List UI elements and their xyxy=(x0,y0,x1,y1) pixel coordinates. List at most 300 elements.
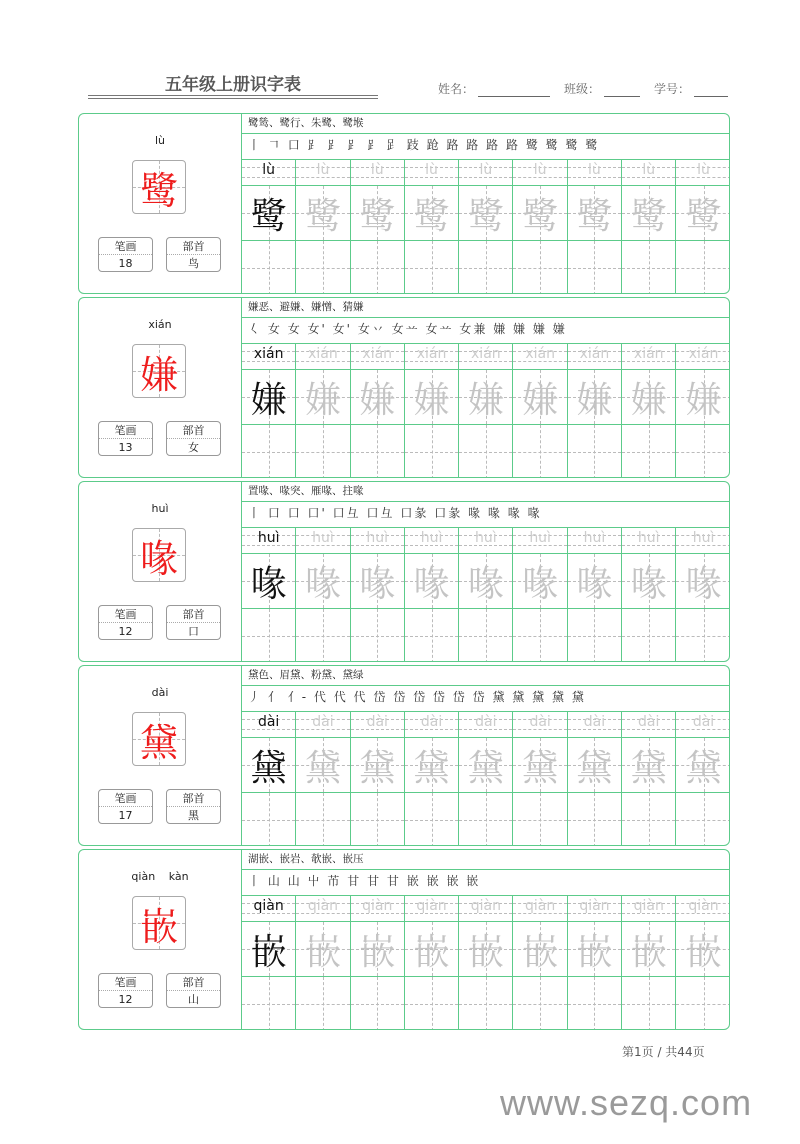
featured-character: 喙 xyxy=(139,536,178,581)
empty-practice-cell[interactable] xyxy=(405,977,458,1030)
stroke-count-value: 17 xyxy=(118,809,133,822)
stroke-step: 代 xyxy=(353,690,368,704)
featured-character-box xyxy=(132,712,186,766)
stroke-step: 嵌 xyxy=(466,874,481,888)
char-practice-cell[interactable] xyxy=(622,922,675,977)
pinyin-practice-cell[interactable] xyxy=(568,344,621,370)
empty-practice-cell[interactable] xyxy=(351,241,404,294)
pinyin-practice-cell[interactable] xyxy=(568,160,621,186)
pinyin-practice-cell[interactable] xyxy=(459,344,512,370)
stroke-step: 路 xyxy=(466,138,481,152)
char-practice-cell[interactable] xyxy=(568,554,621,609)
stroke-step: 跄 xyxy=(426,138,441,152)
char-practice-cell[interactable] xyxy=(676,738,730,793)
pinyin-trace: xián xyxy=(525,346,555,362)
empty-practice-cell[interactable] xyxy=(296,241,349,294)
empty-practice-cell[interactable] xyxy=(296,609,349,662)
practice-column xyxy=(242,896,296,1030)
practice-area xyxy=(241,850,730,1029)
char-practice-cell[interactable] xyxy=(242,370,295,425)
name-label: 姓名： xyxy=(438,82,475,96)
pinyin-trace: huì xyxy=(692,530,715,546)
pinyin-trace: xián xyxy=(253,346,284,362)
char-practice-cell[interactable] xyxy=(459,738,512,793)
stroke-count-label: 笔画 xyxy=(99,422,152,439)
char-practice-cell[interactable] xyxy=(296,186,349,241)
pinyin-practice-cell[interactable] xyxy=(351,528,404,554)
pinyin-practice-cell[interactable] xyxy=(296,896,349,922)
pinyin-practice-cell[interactable] xyxy=(296,344,349,370)
pinyin-practice-cell[interactable] xyxy=(513,528,566,554)
stroke-step: 屮 xyxy=(307,874,322,888)
stroke-step: 喙 xyxy=(527,506,542,520)
pinyin-practice-cell[interactable] xyxy=(242,160,295,186)
char-trace: 喙 xyxy=(250,563,287,605)
empty-practice-cell[interactable] xyxy=(513,241,566,294)
pinyin-practice-cell[interactable] xyxy=(405,160,458,186)
pinyin-practice-cell[interactable] xyxy=(405,712,458,738)
radical-box xyxy=(166,605,221,640)
pinyin-trace: huì xyxy=(583,530,606,546)
page-title: 五年级上册识字表 xyxy=(165,75,301,95)
pinyin-practice-cell[interactable] xyxy=(459,712,512,738)
empty-practice-cell[interactable] xyxy=(622,977,675,1030)
char-trace: 鹭 xyxy=(359,195,396,237)
empty-practice-cell[interactable] xyxy=(459,241,512,294)
char-practice-cell[interactable] xyxy=(405,738,458,793)
char-trace: 鹭 xyxy=(467,195,504,237)
pinyin-practice-cell[interactable] xyxy=(513,160,566,186)
pinyin-trace: dài xyxy=(529,714,551,730)
practice-column xyxy=(568,160,622,294)
char-trace: 嫌 xyxy=(413,379,450,421)
empty-practice-cell[interactable] xyxy=(351,977,404,1030)
featured-character: 黛 xyxy=(139,720,178,765)
stroke-step: 鹭 xyxy=(585,138,600,152)
stroke-order-row xyxy=(242,686,730,712)
empty-practice-cell[interactable] xyxy=(568,977,621,1030)
empty-practice-cell[interactable] xyxy=(296,425,349,478)
empty-practice-cell[interactable] xyxy=(622,609,675,662)
pinyin-practice-cell[interactable] xyxy=(622,528,675,554)
pinyin-trace: huì xyxy=(529,530,551,546)
char-practice-cell[interactable] xyxy=(405,554,458,609)
pinyin-practice-cell[interactable] xyxy=(568,712,621,738)
stroke-step: 女丷 xyxy=(357,322,386,336)
char-practice-cell[interactable] xyxy=(459,186,512,241)
practice-column xyxy=(296,160,350,294)
char-trace: 嫌 xyxy=(522,379,559,421)
char-trace: 鹭 xyxy=(576,195,613,237)
stroke-step: 女䒑 xyxy=(425,322,454,336)
practice-grid xyxy=(242,896,730,1030)
practice-area xyxy=(241,666,730,845)
stroke-step: 喙 xyxy=(487,506,502,520)
empty-practice-cell[interactable] xyxy=(568,241,621,294)
pinyin-practice-cell[interactable] xyxy=(568,896,621,922)
pinyin-practice-cell[interactable] xyxy=(676,528,730,554)
empty-practice-cell[interactable] xyxy=(513,793,566,846)
char-practice-cell[interactable] xyxy=(459,922,512,977)
pinyin-label: lù xyxy=(154,134,166,147)
stroke-step: 岱 xyxy=(452,690,467,704)
char-trace: 嵌 xyxy=(522,931,559,973)
pinyin-practice-cell[interactable] xyxy=(459,160,512,186)
watermark: www.sezq.com xyxy=(500,1082,753,1123)
char-trace: 喙 xyxy=(413,563,450,605)
pinyin-trace: dài xyxy=(475,714,497,730)
featured-character: 鹭 xyxy=(139,168,178,213)
pinyin-trace: huì xyxy=(475,530,497,546)
pinyin-alt: kàn xyxy=(168,870,189,883)
pinyin-trace: dài xyxy=(312,714,334,730)
stroke-count-label: 笔画 xyxy=(99,790,152,807)
pinyin-trace: qiàn xyxy=(307,898,339,914)
empty-practice-cell[interactable] xyxy=(513,425,566,478)
char-trace: 鹭 xyxy=(522,195,559,237)
pinyin-practice-cell[interactable] xyxy=(622,712,675,738)
pinyin-practice-cell[interactable] xyxy=(242,712,295,738)
stroke-step: 口 xyxy=(287,506,302,520)
practice-column xyxy=(513,344,567,478)
empty-practice-cell[interactable] xyxy=(405,793,458,846)
pinyin-practice-cell[interactable] xyxy=(676,344,730,370)
character-card xyxy=(78,849,730,1030)
stroke-step: 𧾷 xyxy=(386,138,401,152)
empty-practice-cell[interactable] xyxy=(405,241,458,294)
empty-practice-cell[interactable] xyxy=(676,609,730,662)
char-practice-cell[interactable] xyxy=(405,186,458,241)
practice-column xyxy=(405,160,459,294)
char-practice-cell[interactable] xyxy=(242,554,295,609)
char-trace: 黛 xyxy=(630,747,667,789)
pinyin-trace: qiàn xyxy=(253,898,284,914)
practice-area xyxy=(241,482,730,661)
char-trace: 鹭 xyxy=(250,195,287,237)
stroke-count-box xyxy=(98,973,153,1008)
pinyin-practice-cell[interactable] xyxy=(351,712,404,738)
class-field[interactable] xyxy=(604,83,640,97)
stroke-step: 口彑 xyxy=(332,506,361,520)
practice-area xyxy=(241,298,730,477)
practice-grid xyxy=(242,712,730,846)
character-info-panel xyxy=(79,298,241,477)
practice-column xyxy=(459,712,513,846)
char-practice-cell[interactable] xyxy=(676,554,730,609)
stroke-step: 嫌 xyxy=(552,322,567,336)
empty-practice-cell[interactable] xyxy=(459,977,512,1030)
char-trace: 嵌 xyxy=(250,931,287,973)
char-trace: 嵌 xyxy=(304,931,341,973)
pinyin-trace: xián xyxy=(688,346,719,362)
pinyin-practice-cell[interactable] xyxy=(351,344,404,370)
stroke-step: 甘 xyxy=(386,874,401,888)
stroke-count-label: 笔画 xyxy=(99,606,152,623)
char-practice-cell[interactable] xyxy=(405,370,458,425)
char-practice-cell[interactable] xyxy=(622,186,675,241)
pinyin-label: xián xyxy=(148,318,172,331)
practice-column xyxy=(459,160,513,294)
char-practice-cell[interactable] xyxy=(676,922,730,977)
featured-character: 嫌 xyxy=(139,352,178,397)
char-practice-cell[interactable] xyxy=(676,370,730,425)
stroke-step: 𡿨 xyxy=(248,322,263,336)
radical-label: 部首 xyxy=(167,606,220,623)
char-practice-cell[interactable] xyxy=(351,554,404,609)
empty-practice-cell[interactable] xyxy=(242,241,295,294)
pinyin-trace: qiàn xyxy=(470,898,501,914)
empty-practice-cell[interactable] xyxy=(296,977,349,1030)
pinyin-practice-cell[interactable] xyxy=(459,528,512,554)
empty-practice-cell[interactable] xyxy=(459,793,512,846)
stroke-count-value: 18 xyxy=(118,257,133,270)
char-practice-cell[interactable] xyxy=(513,738,566,793)
char-practice-cell[interactable] xyxy=(296,554,349,609)
empty-practice-cell[interactable] xyxy=(405,609,458,662)
stroke-step: ⻊ xyxy=(327,138,342,152)
pinyin-practice-cell[interactable] xyxy=(676,896,730,922)
stroke-step: 嵌 xyxy=(446,874,461,888)
character-info-panel xyxy=(79,482,241,661)
char-trace: 嵌 xyxy=(576,931,613,973)
stroke-step: 代 xyxy=(333,690,348,704)
empty-practice-cell[interactable] xyxy=(568,425,621,478)
pinyin-trace: lù xyxy=(479,162,493,178)
pinyin-trace: dài xyxy=(366,714,388,730)
stroke-step: 女䒑 xyxy=(391,322,420,336)
pinyin-practice-cell[interactable] xyxy=(513,712,566,738)
empty-practice-cell[interactable] xyxy=(676,977,730,1030)
stroke-step: 女兼 xyxy=(459,322,488,336)
stroke-step: 嵌 xyxy=(426,874,441,888)
char-trace: 嵌 xyxy=(467,931,504,973)
pinyin-label: huì xyxy=(151,502,169,515)
pinyin-trace: xián xyxy=(362,346,393,362)
char-trace: 嫌 xyxy=(359,379,396,421)
pinyin-practice-cell[interactable] xyxy=(622,160,675,186)
pinyin-trace: lù xyxy=(425,162,438,178)
empty-practice-cell[interactable] xyxy=(568,793,621,846)
char-trace: 黛 xyxy=(359,747,396,789)
empty-practice-cell[interactable] xyxy=(351,425,404,478)
char-practice-cell[interactable] xyxy=(351,186,404,241)
stroke-step: 岱 xyxy=(393,690,408,704)
empty-practice-cell[interactable] xyxy=(405,425,458,478)
char-practice-cell[interactable] xyxy=(622,370,675,425)
empty-practice-cell[interactable] xyxy=(351,609,404,662)
pinyin-practice-cell[interactable] xyxy=(351,896,404,922)
student-info-fields xyxy=(438,80,742,97)
char-trace: 鹭 xyxy=(413,195,450,237)
pinyin-trace: xián xyxy=(579,346,610,362)
empty-practice-cell[interactable] xyxy=(513,977,566,1030)
radical-label: 部首 xyxy=(167,238,220,255)
stroke-step: 路 xyxy=(505,138,520,152)
example-words: 黛色、眉黛、粉黛、黛绿 xyxy=(242,666,730,686)
char-practice-cell[interactable] xyxy=(513,370,566,425)
pinyin-practice-cell[interactable] xyxy=(296,528,349,554)
pinyin-practice-cell[interactable] xyxy=(296,712,349,738)
char-practice-cell[interactable] xyxy=(513,922,566,977)
stroke-step: 亻 xyxy=(267,690,282,704)
character-card xyxy=(78,481,730,662)
empty-practice-cell[interactable] xyxy=(622,793,675,846)
empty-practice-cell[interactable] xyxy=(242,793,295,846)
pinyin-trace: xián xyxy=(416,346,447,362)
practice-column xyxy=(296,712,350,846)
pinyin-trace: huì xyxy=(420,530,443,546)
pinyin-practice-cell[interactable] xyxy=(459,896,512,922)
char-trace: 黛 xyxy=(304,747,341,789)
practice-column xyxy=(351,528,405,662)
empty-practice-cell[interactable] xyxy=(351,793,404,846)
stroke-step: 代 xyxy=(313,690,328,704)
char-practice-cell[interactable] xyxy=(296,922,349,977)
empty-practice-cell[interactable] xyxy=(459,609,512,662)
pinyin-trace: lù xyxy=(316,162,330,178)
empty-practice-cell[interactable] xyxy=(513,609,566,662)
pinyin-practice-cell[interactable] xyxy=(622,896,675,922)
pinyin-trace: dài xyxy=(638,714,660,730)
pinyin-practice-cell[interactable] xyxy=(351,160,404,186)
practice-column xyxy=(568,344,622,478)
char-practice-cell[interactable] xyxy=(296,370,349,425)
practice-column xyxy=(242,712,296,846)
char-practice-cell[interactable] xyxy=(513,186,566,241)
pinyin-trace: lù xyxy=(588,162,601,178)
char-practice-cell[interactable] xyxy=(242,738,295,793)
stroke-step: 亻- xyxy=(287,690,309,704)
title-underline xyxy=(88,95,378,96)
empty-practice-cell[interactable] xyxy=(296,793,349,846)
stroke-step: 甘 xyxy=(367,874,382,888)
char-trace: 嫌 xyxy=(304,379,341,421)
char-practice-cell[interactable] xyxy=(568,186,621,241)
char-practice-cell[interactable] xyxy=(405,922,458,977)
char-practice-cell[interactable] xyxy=(568,738,621,793)
radical-value: 黑 xyxy=(188,809,199,822)
stroke-step: 喙 xyxy=(507,506,522,520)
pinyin-trace: dài xyxy=(583,714,606,730)
char-practice-cell[interactable] xyxy=(351,370,404,425)
char-practice-cell[interactable] xyxy=(622,738,675,793)
pinyin-practice-cell[interactable] xyxy=(296,160,349,186)
stroke-count-value: 12 xyxy=(118,625,133,638)
practice-column xyxy=(405,896,459,1030)
char-trace: 喙 xyxy=(522,563,559,605)
character-info-panel xyxy=(79,850,241,1029)
pinyin-practice-cell[interactable] xyxy=(622,344,675,370)
pinyin-trace: qiàn xyxy=(525,898,556,914)
stroke-step: 口彖 xyxy=(400,506,429,520)
featured-character: 嵌 xyxy=(139,904,178,949)
stroke-order-row xyxy=(242,870,730,896)
name-field[interactable] xyxy=(478,83,550,97)
stroke-step: 丿 xyxy=(248,690,263,704)
char-practice-cell[interactable] xyxy=(568,922,621,977)
stroke-count-box xyxy=(98,789,153,824)
pinyin-practice-cell[interactable] xyxy=(513,344,566,370)
empty-practice-cell[interactable] xyxy=(459,425,512,478)
practice-column xyxy=(676,528,730,662)
empty-practice-cell[interactable] xyxy=(676,793,730,846)
stroke-count-box xyxy=(98,421,153,456)
pinyin-trace: huì xyxy=(637,530,660,546)
char-practice-cell[interactable] xyxy=(459,370,512,425)
pinyin-trace: qiàn xyxy=(362,898,393,914)
pinyin-practice-cell[interactable] xyxy=(676,712,730,738)
pinyin-practice-cell[interactable] xyxy=(242,344,295,370)
char-trace: 黛 xyxy=(467,747,504,789)
char-practice-cell[interactable] xyxy=(242,186,295,241)
char-practice-cell[interactable] xyxy=(568,370,621,425)
stroke-step: 路 xyxy=(486,138,501,152)
practice-column xyxy=(676,712,730,846)
pinyin-practice-cell[interactable] xyxy=(242,896,295,922)
char-trace: 嫌 xyxy=(250,379,287,421)
pinyin-trace: lù xyxy=(533,162,547,178)
char-practice-cell[interactable] xyxy=(513,554,566,609)
char-practice-cell[interactable] xyxy=(351,738,404,793)
empty-practice-cell[interactable] xyxy=(242,609,295,662)
radical-value: 鸟 xyxy=(188,257,199,270)
radical-value: 口 xyxy=(188,625,199,638)
char-practice-cell[interactable] xyxy=(459,554,512,609)
empty-practice-cell[interactable] xyxy=(242,425,295,478)
pinyin-practice-cell[interactable] xyxy=(405,344,458,370)
char-trace: 嵌 xyxy=(413,931,450,973)
char-practice-cell[interactable] xyxy=(242,922,295,977)
empty-practice-cell[interactable] xyxy=(622,425,675,478)
stroke-step: 鹭 xyxy=(545,138,560,152)
practice-column xyxy=(459,528,513,662)
char-practice-cell[interactable] xyxy=(351,922,404,977)
pinyin-practice-cell[interactable] xyxy=(405,896,458,922)
pinyin-trace: huì xyxy=(366,530,389,546)
stroke-step: 口彑 xyxy=(366,506,395,520)
char-trace: 嫌 xyxy=(576,379,613,421)
char-trace: 黛 xyxy=(685,747,722,789)
char-practice-cell[interactable] xyxy=(296,738,349,793)
pinyin-trace: xián xyxy=(471,346,501,362)
empty-practice-cell[interactable] xyxy=(568,609,621,662)
empty-practice-cell[interactable] xyxy=(676,241,730,294)
char-practice-cell[interactable] xyxy=(622,554,675,609)
pinyin-practice-cell[interactable] xyxy=(513,896,566,922)
char-practice-cell[interactable] xyxy=(676,186,730,241)
stroke-step: 岱 xyxy=(373,690,388,704)
pinyin-practice-cell[interactable] xyxy=(568,528,621,554)
pinyin-practice-cell[interactable] xyxy=(405,528,458,554)
practice-column xyxy=(622,528,676,662)
stroke-step: 丨 xyxy=(248,138,263,152)
pinyin-trace: qiàn xyxy=(688,898,719,914)
empty-practice-cell[interactable] xyxy=(622,241,675,294)
pinyin-practice-cell[interactable] xyxy=(242,528,295,554)
stroke-step: 口彖 xyxy=(434,506,463,520)
empty-practice-cell[interactable] xyxy=(676,425,730,478)
practice-column xyxy=(622,712,676,846)
radical-box xyxy=(166,789,221,824)
featured-character-box xyxy=(132,160,186,214)
stroke-count-value: 12 xyxy=(118,993,133,1006)
empty-practice-cell[interactable] xyxy=(242,977,295,1030)
stroke-step: 黛 xyxy=(551,690,566,704)
radical-label: 部首 xyxy=(167,974,220,991)
practice-column xyxy=(351,344,405,478)
student-id-field[interactable] xyxy=(694,83,728,97)
pinyin-practice-cell[interactable] xyxy=(676,160,730,186)
